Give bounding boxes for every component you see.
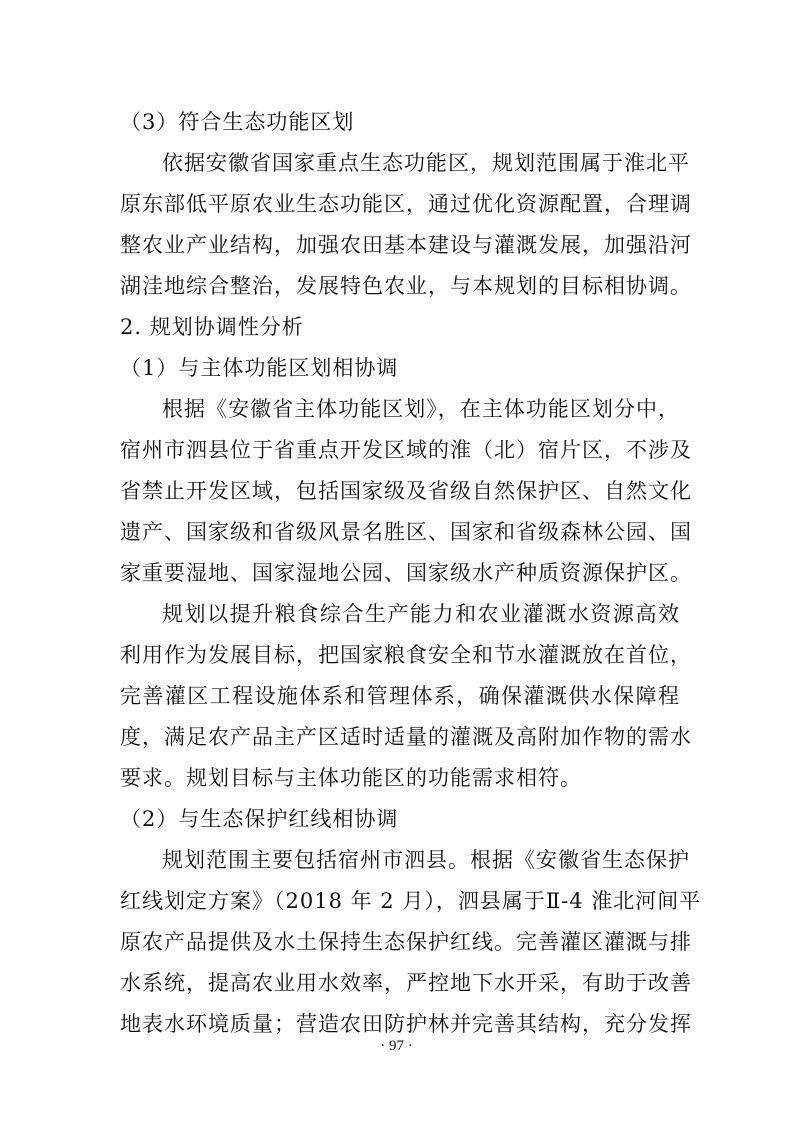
paragraph-line: 湖洼地综合整治，发展特色农业，与本规划的目标相协调。 xyxy=(120,274,692,298)
paragraph-line: 依据安徽省国家重点生态功能区，规划范围属于淮北平 xyxy=(162,151,690,175)
paragraph-line: 省禁止开发区域，包括国家级及省级自然保护区、自然文化 xyxy=(120,479,692,503)
section-heading-1: （1）与主体功能区划相协调 xyxy=(120,356,399,380)
paragraph-line: 度，满足农产品主产区适时适量的灌溉及高附加作物的需水 xyxy=(120,725,692,749)
paragraph-line: 红线划定方案》（2018 年 2 月），泗县属于Ⅱ-4 淮北河间平 xyxy=(120,889,702,913)
paragraph-line: 原农产品提供及水土保持生态保护红线。完善灌区灌溉与排 xyxy=(120,930,692,954)
section-heading-2: 2. 规划协调性分析 xyxy=(120,315,304,339)
paragraph-line: 根据《安徽省主体功能区划》，在主体功能区划分中， xyxy=(162,397,680,421)
section-heading-2-ecology: （2）与生态保护红线相协调 xyxy=(120,807,399,831)
paragraph-line: 地表水环境质量；营造农田防护林并完善其结构，充分发挥 xyxy=(120,1012,692,1036)
page-number: · 97 · xyxy=(380,1038,413,1054)
paragraph-line: 规划范围主要包括宿州市泗县。根据《安徽省生态保护 xyxy=(162,848,690,872)
paragraph-line: 要求。规划目标与主体功能区的功能需求相符。 xyxy=(120,766,582,790)
paragraph-line: 水系统，提高农业用水效率，严控地下水开采，有助于改善 xyxy=(120,971,692,995)
paragraph-line: 原东部低平原农业生态功能区，通过优化资源配置，合理调 xyxy=(120,192,692,216)
paragraph-line: 利用作为发展目标，把国家粮食安全和节水灌溉放在首位， xyxy=(120,643,692,667)
paragraph-line: 规划以提升粮食综合生产能力和农业灌溉水资源高效 xyxy=(162,602,680,626)
paragraph-line: 家重要湿地、国家湿地公园、国家级水产种质资源保护区。 xyxy=(120,561,692,585)
paragraph-line: 遗产、国家级和省级风景名胜区、国家和省级森林公园、国 xyxy=(120,520,692,544)
paragraph-line: 宿州市泗县位于省重点开发区域的淮（北）宿片区，不涉及 xyxy=(120,438,692,462)
paragraph-line: 整农业产业结构，加强农田基本建设与灌溉发展，加强沿河 xyxy=(120,233,692,257)
paragraph-line: 完善灌区工程设施体系和管理体系，确保灌溉供水保障程 xyxy=(120,684,680,708)
section-heading-3: （3）符合生态功能区划 xyxy=(120,110,355,134)
